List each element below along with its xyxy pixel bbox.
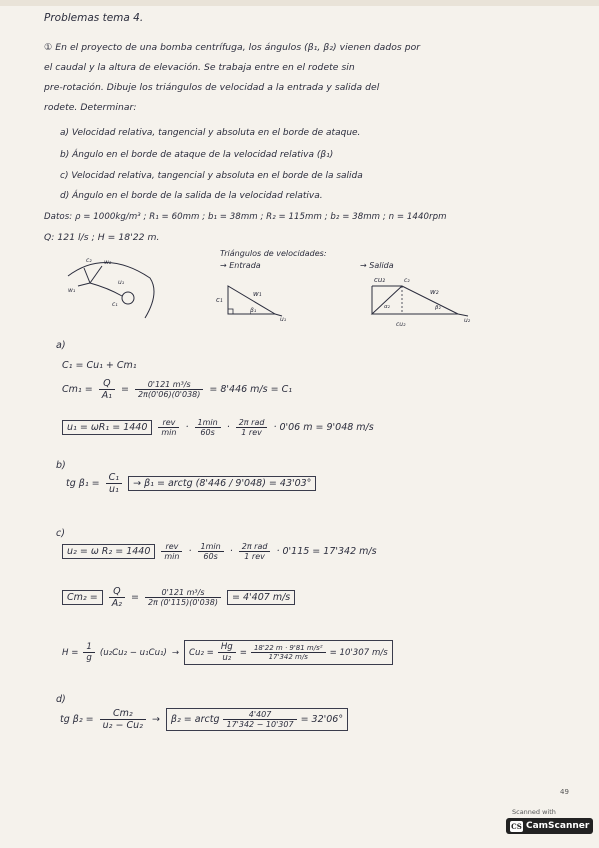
page-number: 49: [560, 788, 569, 796]
data-line-1: Datos: ρ = 1000kg/m³ ; R₁ = 60mm ; b₁ = 38mm ; R₂ = 115mm ; b₂ = 38mm ; n = 1440rpm: [44, 212, 447, 222]
sol-a-eq3-f1-den: min: [161, 428, 177, 437]
sol-a-label: a): [56, 340, 66, 351]
sol-c-eq2-frac: [109, 586, 125, 609]
sol-d-eq: [60, 708, 348, 731]
sol-d-arrow: →: [151, 714, 160, 725]
sol-b-lhs: tg β₁ =: [66, 478, 100, 489]
sol-a-eq2-frac: [99, 378, 115, 401]
sol-a-eq3-f3: [236, 418, 268, 437]
salida-base-cu2: cu₂: [396, 321, 406, 328]
sol-c-eq3-frac-den: g: [86, 653, 92, 663]
sol-a-eq2-res: = 8'446 m/s = C₁: [209, 384, 293, 395]
sol-d-label: d): [56, 694, 66, 705]
sol-d-num: Cm₂: [100, 708, 146, 720]
data-line-2: Q: 121 l/s ; H = 18'22 m.: [44, 232, 160, 243]
sol-c-eq1-f2-num: 1min: [198, 542, 224, 552]
sol-a-eq3-res: · 0'06 m = 9'048 m/s: [273, 422, 374, 433]
sol-d-box-frac: [223, 710, 296, 729]
salida-label: → Salida: [360, 261, 394, 270]
sol-a-eq2-mid-den: 2π(0'06)(0'038): [137, 390, 201, 399]
statement-line-4: rodete. Determinar:: [44, 102, 137, 113]
sol-c-eq3-box-frac: [218, 642, 236, 663]
sol-b-eq: [66, 472, 316, 495]
sol-a-eq2-mid: [135, 380, 203, 399]
item-c: c) Velocidad relativa, tangencial y absoluta en el borde de la salida: [60, 171, 363, 181]
label-u1: u₁: [118, 279, 125, 286]
sol-a-eq3: u₁ = ωR₁ = 1440 $\frac{\text{rev}}{\min}$ · $\frac{1\min}{60s}$ · $\frac{\text{2π rad}}{\text{1 rev}}$ · 0'06 m = 9'048 m/s: [62, 418, 374, 437]
item-d: d) Ángulo en el borde de la salida de la velocidad relativa.: [60, 191, 323, 201]
entrada-beta1: β₁: [250, 307, 257, 314]
sol-a-eq2-mid-num: 0'121 m³/s: [135, 380, 203, 390]
sol-c-eq2-num: Q: [109, 586, 125, 598]
item-b: b) Ángulo en el borde de ataque de la velocidad relativa (β₁): [60, 150, 334, 160]
sol-a-eq3-f1: [158, 418, 179, 437]
sol-b-frac: [106, 472, 122, 495]
sol-c-eq1-f1: [161, 542, 182, 561]
sol-c-eq3-box-num: Hg: [218, 642, 236, 653]
sol-d-res: = 32'06°: [300, 714, 344, 725]
sol-d-box: [166, 708, 348, 731]
sol-d-frac: [100, 708, 146, 731]
camscanner-icon: CS: [511, 821, 522, 831]
sol-d-box-den: 17'342 − 10'307: [226, 720, 294, 729]
sol-b-label: b): [56, 460, 66, 471]
sol-c-eq1-lhs: u₂ = ω R₂ = 1440: [62, 544, 155, 559]
sol-d-lhs: tg β₂ =: [60, 714, 94, 725]
sol-d-box-lhs: β₂ = arctg: [170, 714, 220, 725]
sol-a-eq3-f3-num: 2π rad: [236, 418, 268, 428]
sol-a-eq2-lhs: Cm₁ =: [62, 384, 93, 395]
sol-a-eq3-f2: [195, 418, 221, 437]
sol-a-eq3-f2-den: 60s: [200, 428, 215, 437]
sol-b-den: u₁: [108, 484, 119, 495]
label-w2: w₂: [104, 259, 112, 266]
sol-c-eq1-f1-den: min: [164, 552, 180, 561]
sol-c-eq3-mid: (u₂Cu₂ − u₁Cu₁): [99, 647, 167, 658]
sol-c-eq3-num2: 18'22 m · 9'81 m/s²: [251, 644, 326, 653]
camscanner-logo: [506, 818, 593, 834]
camscanner-brand: CamScanner: [526, 821, 590, 831]
entrada-label: → Entrada: [220, 261, 261, 270]
entrada-u1: u₁: [280, 316, 287, 323]
sol-a-eq3-box: [62, 420, 152, 435]
salida-beta2: β₂: [435, 305, 441, 311]
sol-c-eq1-f1-num: rev: [161, 542, 182, 552]
sol-c-eq1: u₂ = ω R₂ = 1440 $\frac{\text{rev}}{\min}$ · $\frac{1\min}{60s}$ · $\frac{\text{2π rad}}{\text{1 rev}}$ · 0'115 = 17'342 m/s: [62, 542, 377, 561]
sol-b-num: C₁: [106, 472, 122, 484]
sol-c-eq3-den2: 17'342 m/s: [268, 653, 308, 661]
sol-c-eq2-res: = 4'407 m/s: [227, 590, 295, 605]
statement-line-2: el caudal y la altura de elevación. Se trabaja entre en el rodete sin: [44, 62, 355, 73]
entrada-c1: c₁: [216, 296, 223, 304]
sol-a-eq2: Cm₁ = $\frac{Q}{\text{A₁}}$ = $\frac{\text{0'121 m³/s}}{2\pi(0'06)(0'038)}$ = 8'446 m/s = C₁: [62, 378, 293, 401]
entrada-triangle: [216, 286, 287, 323]
entrada-w1: w₁: [253, 290, 262, 298]
triangles-heading: Triángulos de velocidades:: [220, 249, 327, 258]
sol-d-box-num: 4'407: [223, 710, 296, 720]
salida-cu2: cu₂: [374, 276, 386, 284]
salida-c2: c₂: [404, 277, 410, 284]
sol-a-eq1: C₁ = Cu₁ + Cm₁: [62, 360, 137, 371]
statement-line-3: pre-rotación. Dibuje los triángulos de velocidad a la entrada y salida del: [44, 82, 380, 93]
impeller-sketch: [68, 257, 154, 318]
sol-c-eq3-box-den: u₂: [222, 653, 232, 663]
sol-c-eq3-arrow: →: [171, 647, 180, 658]
label-c1: c₁: [112, 301, 118, 308]
label-c2: c₂: [86, 257, 92, 264]
sol-c-eq3-frac-num: 1: [83, 642, 94, 653]
sol-c-eq3-res: = 10'307 m/s: [329, 647, 388, 658]
sol-c-eq2-den: A₂: [111, 598, 122, 609]
top-edge: [0, 0, 599, 6]
sol-c-eq3-frac: [83, 642, 94, 663]
sol-a-eq3-f2-num: 1min: [195, 418, 221, 428]
sol-c-eq1-f3: [239, 542, 271, 561]
sol-a-eq3-f3-den: 1 rev: [241, 428, 262, 437]
camscanner-badge: [500, 808, 592, 842]
sol-c-eq1-res: · 0'115 = 17'342 m/s: [276, 546, 377, 557]
sol-a-eq3-lhs: u₁ = ωR₁ = 1440: [67, 422, 148, 433]
sol-a-eq2-num: Q: [99, 378, 115, 390]
salida-triangle: [372, 276, 471, 328]
statement-line-1: ① En el proyecto de una bomba centrífuga, los ángulos (β₁, β₂) vienen dados por: [44, 42, 421, 53]
salida-w2: w₂: [430, 288, 439, 296]
sol-a-eq3-f1-num: rev: [158, 418, 179, 428]
sol-c-eq2: Cm₂ = $\frac{Q}{\text{A₂}}$ = $\frac{\text{0'121 m³/s}}{2\pi (0'115)(0'038)}$ = 4'407 m/s: [62, 586, 295, 609]
sol-c-eq1-f3-num: 2π rad: [239, 542, 271, 552]
sol-c-eq1-f2-den: 60s: [203, 552, 218, 561]
label-w1: w₁: [68, 287, 76, 294]
salida-alpha2: α₂: [384, 304, 390, 310]
sol-c-eq1-f2: [198, 542, 224, 561]
sol-c-eq2-mid: [145, 588, 221, 607]
sol-c-eq1-f3-den: 1 rev: [244, 552, 265, 561]
sol-d-den: u₂ − Cu₂: [102, 720, 143, 731]
sol-c-eq3-box: Cu₂ = $\frac{Hg}{\text{u₂}}$ = $\frac{\text{18'22 m · 9'81 m/s²}}{17'342 m/s}$ = 10'307 m/s: [184, 640, 393, 665]
sol-a-eq2-den: A₁: [101, 390, 112, 401]
velocity-triangles-diagram: [60, 248, 500, 330]
sol-c-eq3-frac2: [251, 644, 326, 661]
sol-c-eq3-box-lhs: Cu₂ =: [189, 647, 214, 658]
item-a: a) Velocidad relativa, tangencial y absoluta en el borde de ataque.: [60, 128, 361, 138]
sol-c-eq3-lhs: H =: [62, 647, 79, 658]
salida-u2: u₂: [464, 317, 471, 324]
sol-c-eq2-mid-den: 2π (0'115)(0'038): [147, 598, 219, 607]
sol-c-label: c): [56, 528, 65, 539]
sol-c-eq3: [62, 640, 393, 665]
sol-c-eq2-mid-num: 0'121 m³/s: [145, 588, 221, 598]
sol-c-eq2-lhs: Cm₂ =: [62, 590, 103, 605]
page-title: Problemas tema 4.: [44, 12, 144, 24]
scanned-with-text: Scanned with: [512, 808, 556, 816]
sol-b-res: → β₁ = arctg (8'446 / 9'048) = 43'03°: [128, 476, 316, 491]
